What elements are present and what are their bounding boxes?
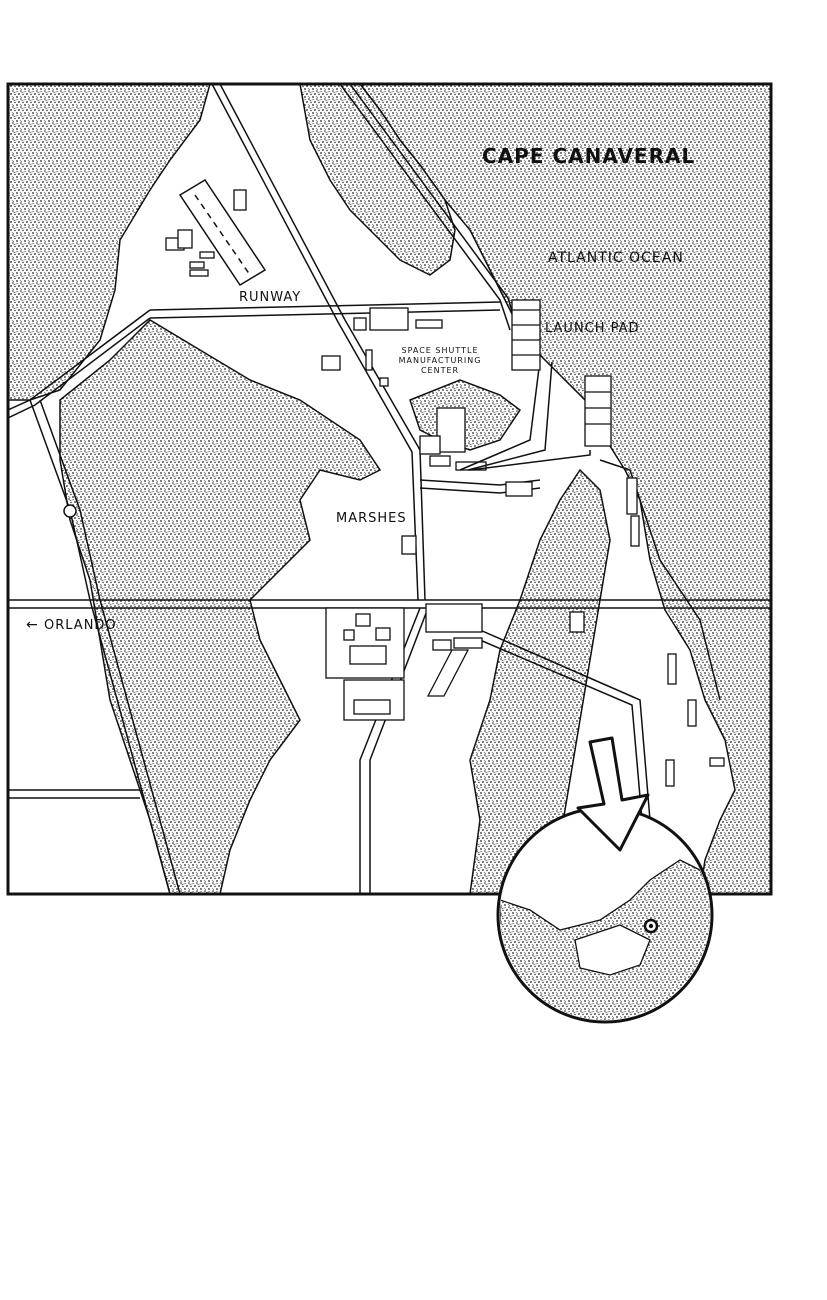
runway-label: RUNWAY xyxy=(239,290,302,305)
marshes-label: MARSHES xyxy=(336,511,407,526)
ocean-label: ATLANTIC OCEAN xyxy=(548,250,684,266)
roundabout-marker xyxy=(64,505,76,517)
locator-globe xyxy=(498,808,715,1030)
title-label: CAPE CANAVERAL xyxy=(482,144,696,168)
left-arrow-icon: ← xyxy=(26,617,39,633)
launch-pad-label: LAUNCH PAD xyxy=(545,321,640,336)
manufacturing-label-line1: SPACE SHUTTLE xyxy=(401,346,479,355)
manufacturing-label-line3: CENTER xyxy=(420,366,460,375)
orlando-label: ORLANDO xyxy=(44,618,117,633)
manufacturing-label-line2: MANUFACTURING xyxy=(398,356,482,365)
map-area xyxy=(8,84,771,894)
